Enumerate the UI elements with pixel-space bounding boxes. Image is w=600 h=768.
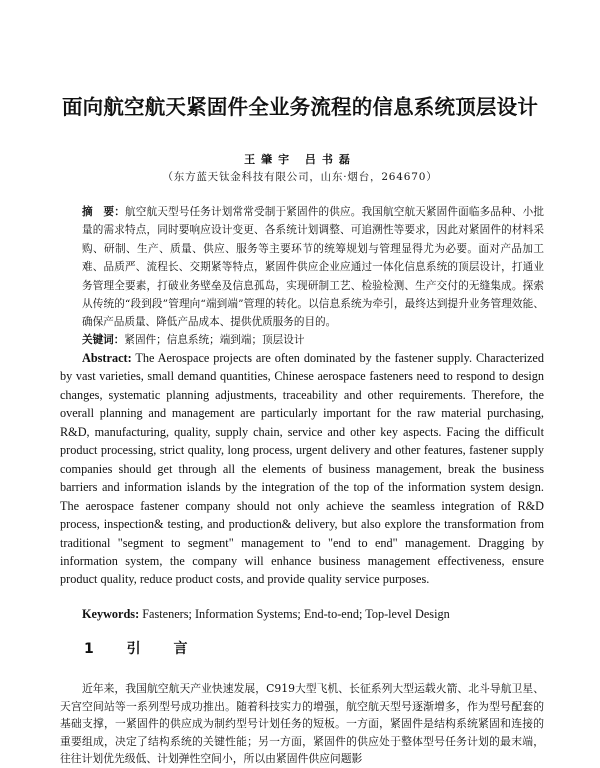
chinese-keywords-text: 紧固件；信息系统；端到端；顶层设计 [124, 334, 305, 346]
chinese-keywords [60, 332, 544, 348]
chinese-keywords-line [60, 332, 544, 348]
english-abstract-label: Abstract: [82, 351, 132, 365]
english-keywords-text: Fasteners; Information Systems; End-to-end; Top-level Design [139, 607, 450, 621]
chinese-abstract-text: 航空航天型号任务计划常常受制于紧固件的供应。我国航空航天紧固件面临多品种、小批量的需求特点，同时要响应设计变更、各系统计划调整、可追溯性等要求，因此对紧固件的材料采购、研制、生产、质量、供应、服务等主要环节的统筹规划与管理显得尤为必要。面对产品加工难、品质严、流程长、交期紧等特点，紧固件供应企业应通过一体化信息系统的顶层设计，打通业务管理全要素，打破业务壁垒及信息孤岛，实现研制工艺、检验检测、生产交付的无缝集成。探索从传统的“段到段”管理向“端到端”管理的转化。以信息系统为牵引，最终达到提升业务管理效能、确保产品质量、降低产品成本、提供优质服务的目的。 [82, 206, 545, 329]
author-affiliation: （东方蓝天钛金科技有限公司，山东·烟台，264670） [162, 171, 438, 183]
chinese-abstract-label: 摘 要： [82, 206, 125, 218]
english-abstract-text: The Aerospace projects are often dominated by the fastener supply. Characterized by vast varieties, small demand quantities, Chinese aerospace fasteners need to respond to design changes, systematic planning adjustments, traceability and other requirements. Therefore, the overall planning and management are particularly important for the raw material purchasing, R&D, manufacturing, quality, supply chain, service and other key aspects. Facing the difficult product processing, strict quality, long process, urgent delivery and other features, fastener supply companies should get through all the elements of business management, break the business barriers and information islands by the integration of the top of the information system design. The aerospace fastener company should not only achieve the seamless integration of R&D process, inspection& testing, and production& delivery, but also explore the transformation from traditional "segment to segment" management to "end to end" management. Dragging by information system, the company will enhance business management effectiveness, ensure product quality, reduce product costs, and provide quality service purposes. [60, 351, 544, 587]
chinese-abstract [60, 203, 544, 332]
english-keywords [60, 606, 544, 622]
chinese-keywords-label: 关键词： [82, 334, 125, 346]
section-heading-introduction: 1 引 言 [84, 641, 202, 657]
english-keywords-label: Keywords: [82, 607, 140, 621]
paper-title: 面向航空航天紧固件全业务流程的信息系统顶层设计 [61, 95, 539, 119]
author-names: 王肇宇 吕书磊 [244, 153, 356, 166]
english-abstract [60, 349, 544, 589]
introduction-paragraph: 近年来，我国航空航天产业快速发展，C919大型飞机、长征系列大型运载火箭、北斗导航卫星、天宫空间站等一系列型号成功推出。随着科技实力的增强，航空航天型号逐渐增多，作为型号配套的基础支撑，一紧固件的供应成为制约型号计划任务的短板。一方面，紧固件是结构系统紧固和连接的重要组成，决定了结构系统的关键性能；另一方面，紧固件的供应处于整体型号任务计划的最末端，往往计划优先级低、计划弹性空间小，所以由紧固件供应问题影 [60, 682, 544, 766]
chinese-abstract-paragraph [60, 203, 544, 332]
